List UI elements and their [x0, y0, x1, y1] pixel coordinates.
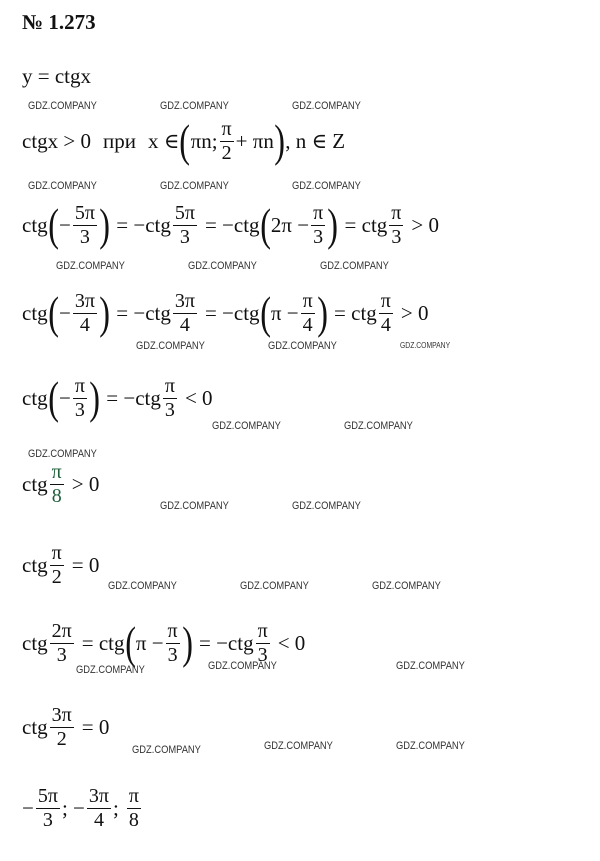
watermark: GDZ.COMPANY — [108, 580, 177, 592]
watermark: GDZ.COMPANY — [292, 100, 361, 112]
fraction: $\frac{\pi}{3}$ — [74, 374, 85, 421]
fraction: $\frac{3\pi}{4}$ — [174, 289, 195, 336]
watermark: GDZ.COMPANY — [344, 420, 413, 432]
watermark: GDZ.COMPANY — [396, 740, 465, 752]
watermark: GDZ.COMPANY — [56, 260, 125, 272]
fraction: $\frac{5\pi}{3}$ — [37, 785, 58, 831]
watermark: GDZ.COMPANY — [28, 448, 97, 460]
fraction: $\frac{3\pi}{2}$ — [51, 704, 72, 750]
condition-lhs: ctgx > 0 — [22, 128, 91, 153]
fraction: $\frac{\pi}{8}$ — [51, 461, 62, 507]
right-paren: ) — [274, 115, 285, 166]
watermark: GDZ.COMPANY — [208, 660, 277, 672]
watermark: GDZ.COMPANY — [264, 740, 333, 752]
fraction: $\frac{\pi}{3}$ — [313, 201, 324, 248]
watermark: GDZ.COMPANY — [188, 260, 257, 272]
watermark: GDZ.COMPANY — [268, 340, 337, 352]
answer-line: − $\frac{5\pi}{3}$ ; − $\frac{3\pi}{4}$ ; $\frac{\pi}{8}$ — [22, 785, 139, 831]
condition-x-in: x ∈ — [147, 128, 180, 153]
fraction: $\frac{5\pi}{3}$ — [74, 201, 95, 248]
watermark: GDZ.COMPANY — [212, 420, 281, 432]
watermark: GDZ.COMPANY — [28, 180, 97, 192]
fraction: $\frac{\pi}{2}$ — [221, 117, 232, 164]
watermark: GDZ.COMPANY — [292, 500, 361, 512]
condition-word: при — [103, 128, 136, 153]
fraction: $\frac{\pi}{3}$ — [164, 374, 175, 421]
watermark: GDZ.COMPANY — [396, 660, 465, 672]
equation-7: ctg $\frac{3\pi}{2}$ = 0 — [22, 704, 110, 750]
equation-6: ctg $\frac{2\pi}{3}$ = ctg ( π − $\frac{\pi}{3}$ ) = −ctg $\frac{\pi}{3}$ < 0 — [22, 617, 306, 668]
condition-tail: , n ∈ Z — [285, 128, 346, 153]
watermark: GDZ.COMPANY — [132, 744, 201, 756]
equation-5: ctg $\frac{\pi}{2}$ = 0 — [22, 542, 100, 588]
watermark: GDZ.COMPANY — [372, 580, 441, 592]
function-definition — [22, 64, 91, 89]
fraction: $\frac{5\pi}{3}$ — [174, 201, 195, 248]
interval-end: + πn — [235, 128, 274, 153]
function-text: y = ctgx — [22, 64, 91, 88]
fraction: $\frac{3\pi}{4}$ — [88, 785, 109, 831]
problem-number: № 1.273 — [22, 10, 96, 34]
watermark: GDZ.COMPANY — [400, 341, 451, 350]
fraction: $\frac{3\pi}{4}$ — [74, 289, 95, 336]
equation-1: ctg ( − $\frac{5\pi}{3}$ ) = −ctg $\frac{5\pi}{3}$ = −ctg ( 2π − $\frac{\pi}{3}$ ) = ctg $\frac{\pi}{3}$ > 0 — [22, 199, 439, 250]
watermark: GDZ.COMPANY — [320, 260, 389, 272]
watermark: GDZ.COMPANY — [136, 340, 205, 352]
fraction: $\frac{\pi}{4}$ — [380, 289, 391, 336]
watermark: GDZ.COMPANY — [28, 100, 97, 112]
fraction: $\frac{\pi}{2}$ — [51, 542, 62, 588]
fraction: $\frac{\pi}{3}$ — [391, 201, 402, 248]
equation-2: ctg ( − $\frac{3\pi}{4}$ ) = −ctg $\frac{3\pi}{4}$ = −ctg ( π − $\frac{\pi}{4}$ ) = ctg $\frac{\pi}{4}$ > 0 — [22, 287, 429, 338]
fraction: $\frac{\pi}{3}$ — [257, 619, 268, 666]
watermark: GDZ.COMPANY — [160, 500, 229, 512]
fraction: $\frac{\pi}{8}$ — [128, 785, 139, 831]
watermark: GDZ.COMPANY — [292, 180, 361, 192]
watermark: GDZ.COMPANY — [76, 664, 145, 676]
equation-4: ctg $\frac{\pi}{8}$ > 0 — [22, 461, 100, 507]
equation-3: ctg ( − $\frac{\pi}{3}$ ) = −ctg $\frac{\pi}{3}$ < 0 — [22, 372, 213, 423]
condition-line — [22, 115, 346, 166]
interval-start: πn; — [190, 128, 218, 153]
watermark: GDZ.COMPANY — [160, 100, 229, 112]
watermark: GDZ.COMPANY — [240, 580, 309, 592]
watermark: GDZ.COMPANY — [160, 180, 229, 192]
fraction: $\frac{\pi}{3}$ — [167, 619, 178, 666]
fraction: $\frac{2\pi}{3}$ — [51, 619, 72, 666]
left-paren: ( — [179, 115, 191, 166]
fraction: $\frac{\pi}{4}$ — [302, 289, 313, 336]
